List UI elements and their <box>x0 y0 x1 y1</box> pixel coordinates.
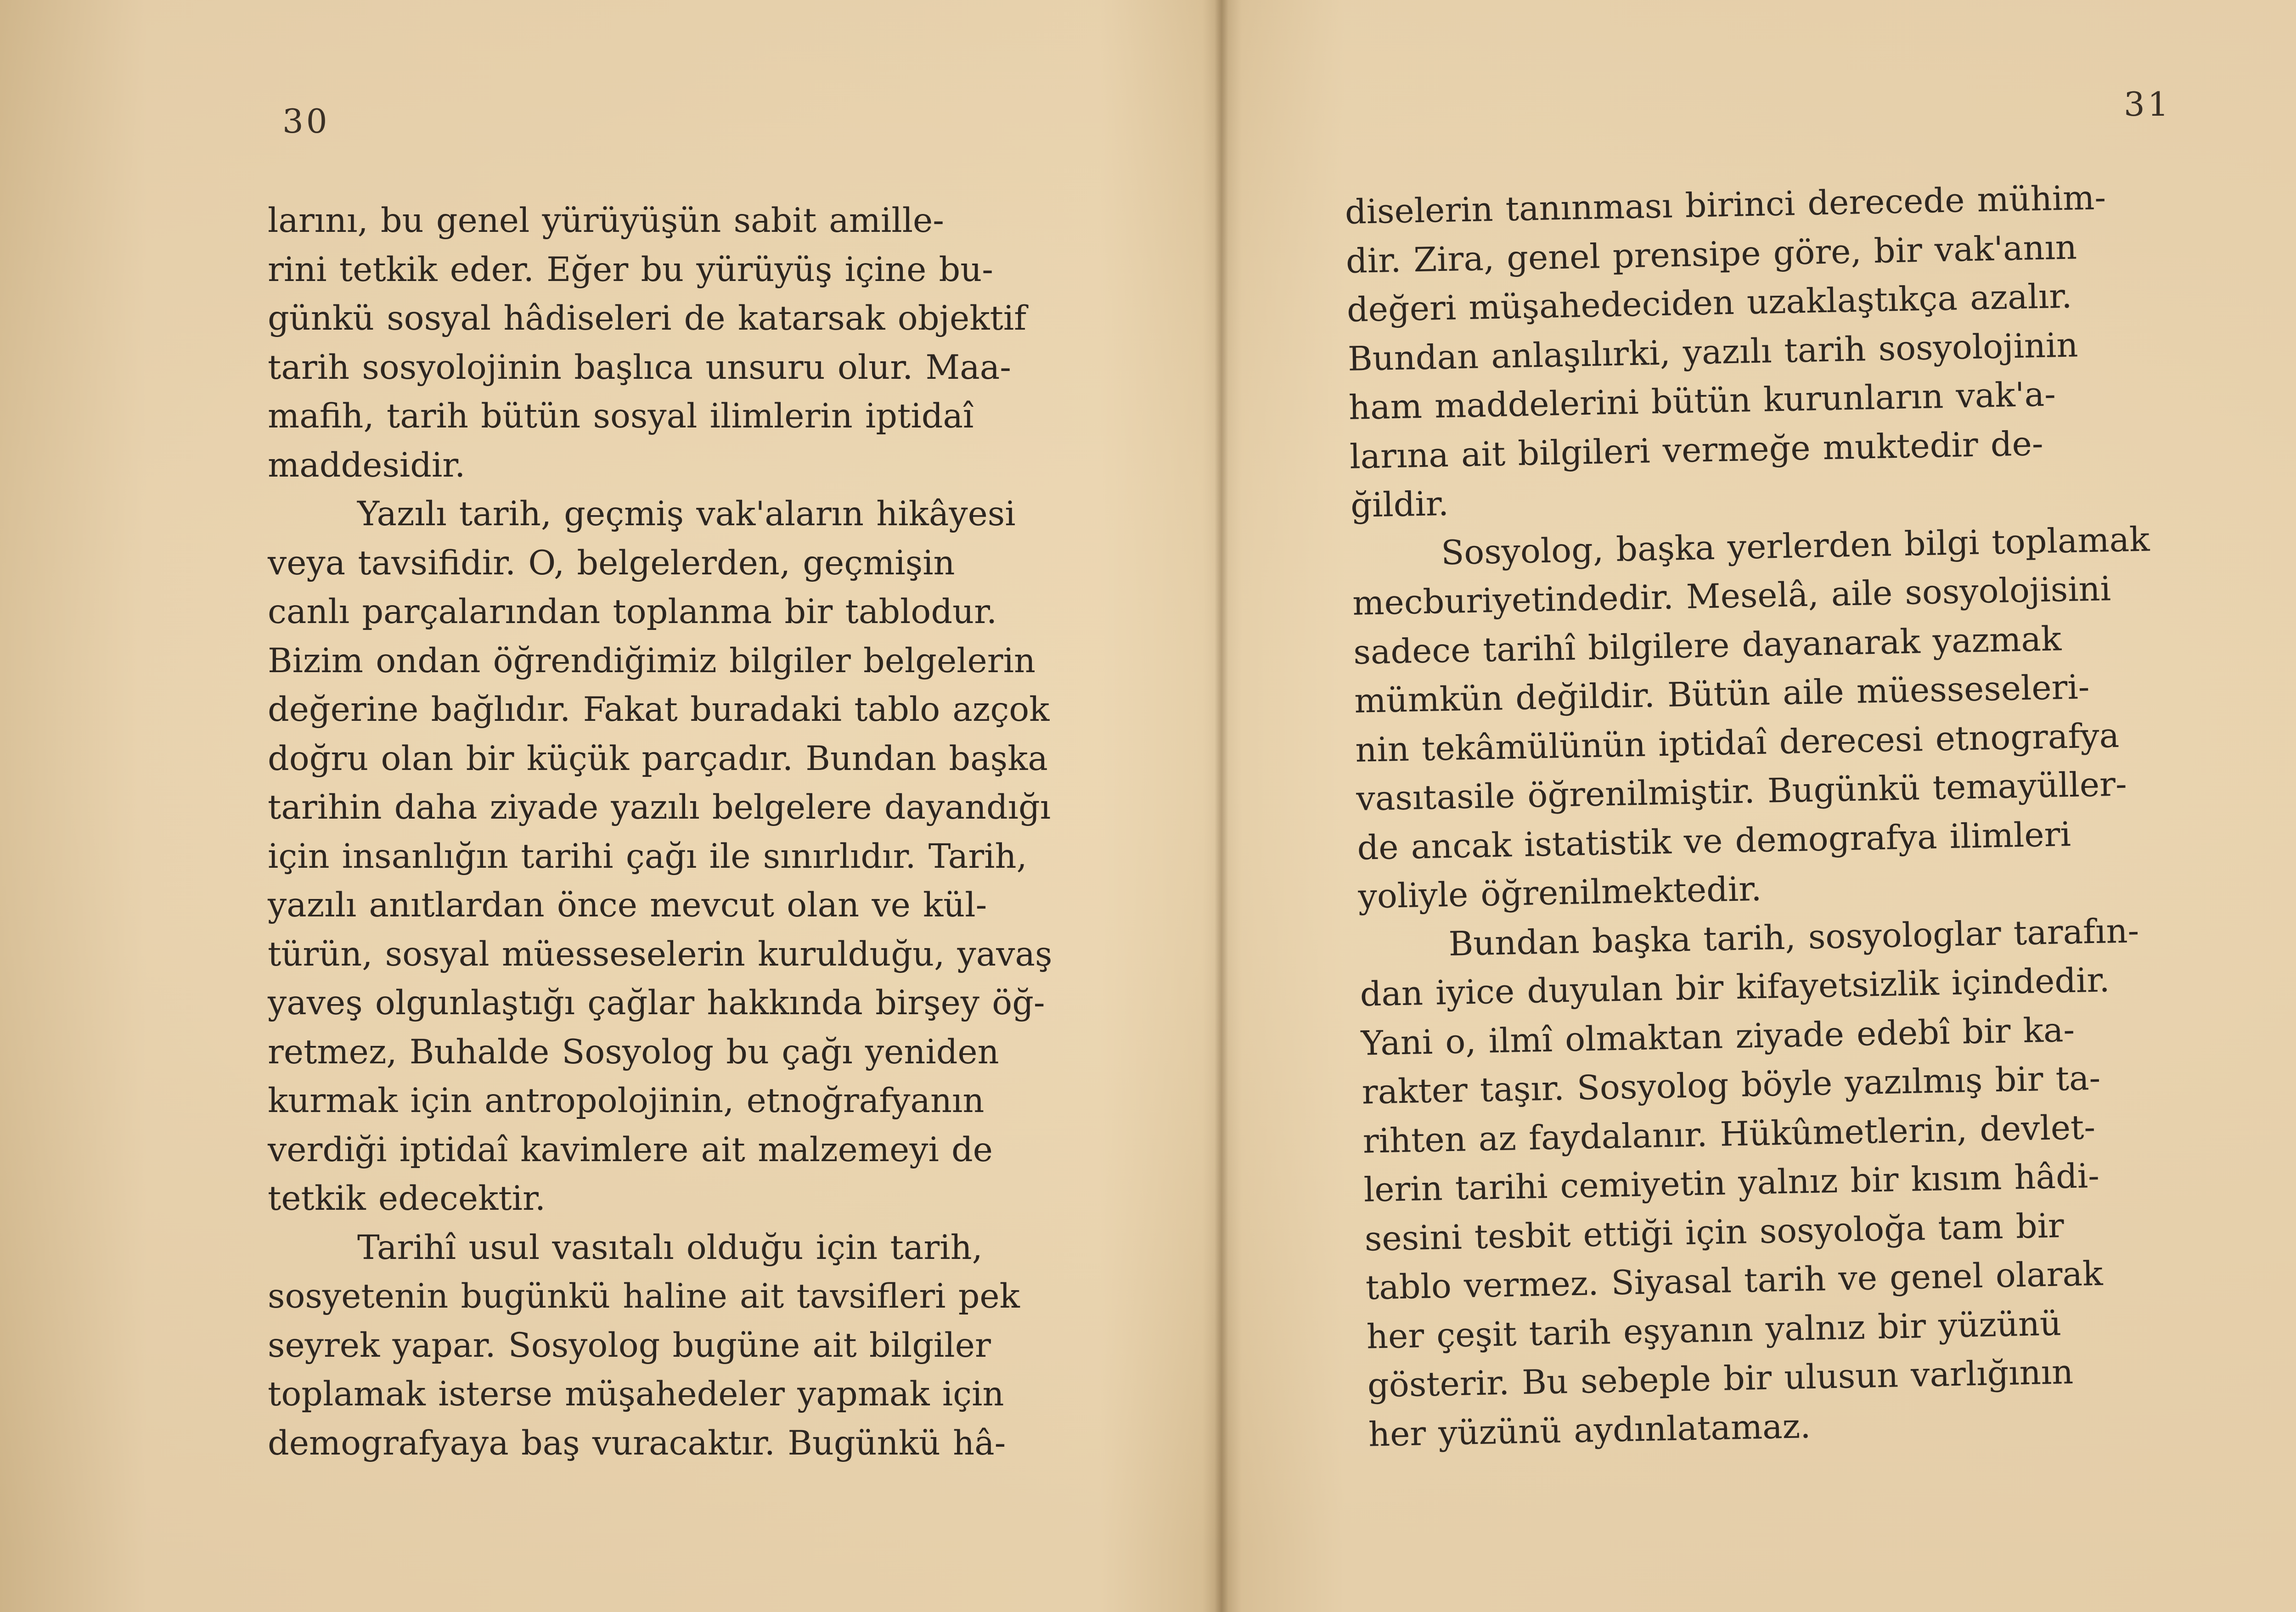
text-line: ham maddelerini bütün kurunların vak'a- <box>1348 375 2056 427</box>
body-text <box>1345 172 2223 1459</box>
text-line: her yüzünü aydınlatamaz. <box>1368 1406 1812 1454</box>
text-line: Bundan anlaşılırki, yazılı tarih sosyolojinin <box>1347 325 2079 379</box>
text-line: demografyaya baş vuracaktır. Bugünkü hâ- <box>268 1423 1006 1463</box>
text-line: diselerin tanınması birinci derecede mühim- <box>1345 178 2106 232</box>
text-line: her çeşit tarih eşyanın yalnız bir yüzünü <box>1366 1303 2062 1357</box>
text-line: de ancak istatistik ve demografya ilimleri <box>1356 814 2071 868</box>
text-line: değerine bağlıdır. Fakat buradaki tablo azçok <box>268 690 1050 729</box>
text-line: toplamak isterse müşahedeler yapmak için <box>268 1375 1004 1414</box>
text-line: tarihin daha ziyade yazılı belgelere dayandığı <box>268 788 1051 827</box>
text-line: larını, bu genel yürüyüşün sabit amille- <box>268 201 944 240</box>
text-line: Yazılı tarih, geçmiş vak'aların hikâyesi <box>357 494 1016 534</box>
text-line: yaveş olgunlaştığı çağlar hakkında birşey öğ- <box>268 983 1045 1022</box>
text-line: türün, sosyal müesseselerin kurulduğu, yavaş <box>268 934 1052 974</box>
text-line: ğildir. <box>1350 484 1449 525</box>
text-line: Sosyolog, başka yerlerden bilgi toplamak <box>1441 519 2150 573</box>
text-line: veya tavsifidir. O, belgelerden, geçmişin <box>268 543 955 583</box>
text-line: Yani o, ilmî olmaktan ziyade edebî bir ka- <box>1360 1010 2075 1063</box>
text-line: lerin tarihi cemiyetin yalnız bir kısım hâdi- <box>1363 1156 2100 1210</box>
text-line: değeri müşahedeciden uzaklaştıkça azalır. <box>1346 276 2073 330</box>
text-line: sosyetenin bugünkü haline ait tavsifleri pek <box>268 1277 1020 1316</box>
page-number: 31 <box>2124 85 2172 124</box>
right-page <box>1221 0 2296 1612</box>
body-text <box>268 197 1113 1468</box>
text-line: canlı parçalarından toplanma bir tablodur. <box>268 592 997 631</box>
text-line: larına ait bilgileri vermeğe muktedir de- <box>1349 424 2044 477</box>
text-line: günkü sosyal hâdiseleri de katarsak objektif <box>268 299 1027 338</box>
text-line: maddesidir. <box>268 445 466 485</box>
text-line: mafih, tarih bütün sosyal ilimlerin iptidaî <box>268 397 974 436</box>
text-line: nin tekâmülünün iptidaî derecesi etnografya <box>1355 716 2120 770</box>
text-line: yoliyle öğrenilmektedir. <box>1357 869 1762 916</box>
text-line: sesini tesbit ettiği için sosyoloğa tam bir <box>1364 1206 2065 1259</box>
text-line: vasıtasile öğrenilmiştir. Bugünkü temayüller- <box>1356 764 2127 819</box>
text-line: Bundan başka tarih, sosyologlar tarafın- <box>1448 911 2139 964</box>
text-line: doğru olan bir küçük parçadır. Bundan başka <box>268 739 1048 778</box>
text-line: Bizim ondan öğrendiğimiz bilgiler belgelerin <box>268 641 1036 680</box>
text-line: rihten az faydalanır. Hükûmetlerin, devlet- <box>1362 1107 2096 1161</box>
page-number: 30 <box>282 102 330 140</box>
text-line: için insanlığın tarihi çağı ile sınırlıdır. Tarih, <box>268 837 1027 876</box>
text-line: retmez, Buhalde Sosyolog bu çağı yeniden <box>268 1032 999 1072</box>
text-line: sadece tarihî bilgilere dayanarak yazmak <box>1353 619 2062 672</box>
text-line: mecburiyetindedir. Meselâ, aile sosyolojisini <box>1352 569 2111 623</box>
text-line: rakter taşır. Sosyolog böyle yazılmış bir ta- <box>1361 1058 2101 1112</box>
text-line: yazılı anıtlardan önce mevcut olan ve kül- <box>268 886 987 925</box>
text-line: Tarihî usul vasıtalı olduğu için tarih, <box>357 1228 983 1267</box>
text-line: gösterir. Bu sebeple bir ulusun varlığının <box>1367 1353 2074 1405</box>
text-line: rini tetkik eder. Eğer bu yürüyüş içine bu- <box>268 250 993 289</box>
text-line: verdiği iptidaî kavimlere ait malzemeyi de <box>268 1130 993 1169</box>
text-line: dan iyice duyulan bir kifayetsizlik içindedir. <box>1359 960 2110 1014</box>
text-line: tablo vermez. Siyasal tarih ve genel olarak <box>1365 1254 2104 1308</box>
text-line: kurmak için antropolojinin, etnoğrafyanın <box>268 1081 985 1120</box>
text-line: seyrek yapar. Sosyolog bugüne ait bilgiler <box>268 1326 991 1365</box>
text-line: tarih sosyolojinin başlıca unsuru olur. Maa- <box>268 348 1011 387</box>
text-line: mümkün değildir. Bütün aile müesseseleri- <box>1354 668 2090 721</box>
text-line: dir. Zira, genel prensipe göre, bir vak'anın <box>1345 227 2077 281</box>
text-line: tetkik edecektir. <box>268 1179 546 1218</box>
